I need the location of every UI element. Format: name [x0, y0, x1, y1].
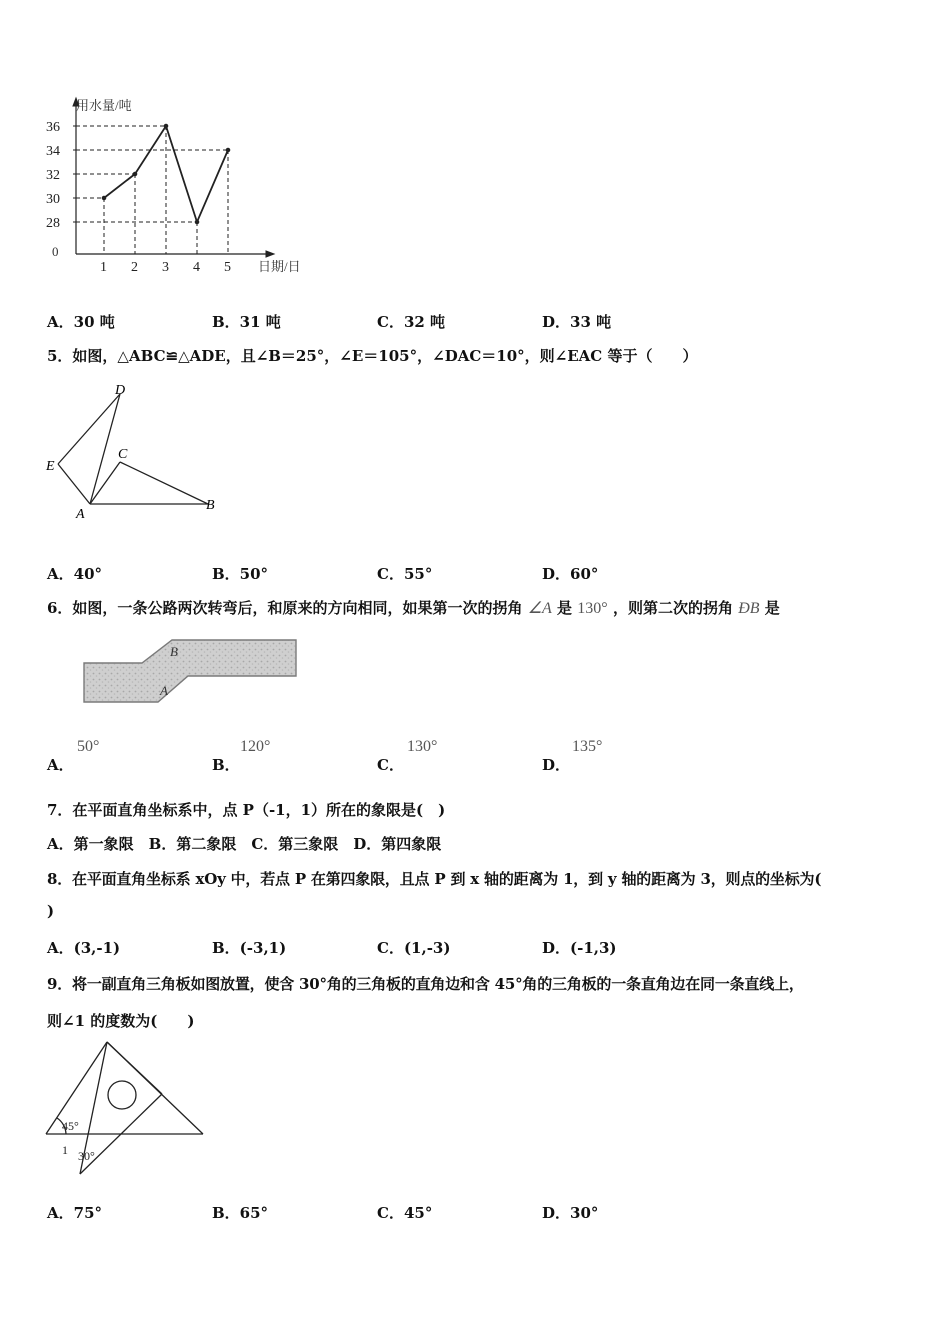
- q6-text-after: ，则第二次的拐角: [612, 599, 733, 617]
- x-tick-label: 2: [131, 260, 138, 275]
- q5-option-a[interactable]: A．40°: [47, 565, 103, 583]
- q9-option-a[interactable]: A．75°: [47, 1204, 103, 1222]
- x-tick-label: 1: [100, 260, 107, 275]
- q6-option-b-value: 120°: [240, 738, 271, 755]
- q7-question-text: 7．在平面直角坐标系中，点 P（-1，1）所在的象限是( ): [47, 801, 446, 819]
- q6-text-end: 是: [764, 599, 780, 617]
- q6-angle-b: ÐB: [738, 600, 760, 617]
- x-tick-label: 4: [193, 260, 200, 275]
- q6-angle-a-value: 130°: [577, 600, 608, 617]
- angle-1-label: 1: [62, 1143, 68, 1157]
- q6-option-c-letter: C．: [377, 756, 404, 774]
- q6-option-d-value: 135°: [572, 738, 603, 755]
- x-axis-label: 日期/日: [258, 259, 301, 274]
- q6-option-b-letter: B．: [212, 756, 240, 774]
- angle-30-label: 30°: [78, 1149, 95, 1163]
- x-axis-arrow: [266, 251, 274, 257]
- angle-45-label: 45°: [62, 1119, 79, 1133]
- label-d: D: [115, 383, 126, 398]
- data-point: [164, 124, 168, 128]
- y-axis-label: 用水量/吨: [76, 98, 132, 113]
- q6-option-c-value: 130°: [407, 738, 438, 755]
- q4-option-b[interactable]: B．31 吨: [212, 313, 281, 331]
- q4-option-d[interactable]: D．33 吨: [542, 313, 612, 331]
- y-tick-label: 34: [46, 144, 60, 159]
- q5-triangle-figure: [40, 378, 240, 528]
- q8-option-a[interactable]: A．(3,-1): [47, 939, 121, 957]
- q6-question-text: [47, 597, 780, 618]
- q8-option-b[interactable]: B．(-3,1): [212, 939, 287, 957]
- q9-option-d[interactable]: D．30°: [542, 1204, 599, 1222]
- q8-option-c[interactable]: C．(1,-3): [377, 939, 451, 957]
- label-a: A: [76, 507, 85, 522]
- road-label-b: B: [170, 644, 178, 659]
- label-e: E: [46, 459, 55, 474]
- q9-set-squares-figure: [40, 1036, 210, 1176]
- origin-label: 0: [52, 244, 59, 259]
- q9-question-line2: 则∠1 的度数为( ): [47, 1012, 195, 1030]
- road-label-a: A: [160, 683, 168, 698]
- q6-option-d-letter: D．: [542, 756, 571, 774]
- water-usage-chart: [40, 92, 330, 282]
- label-b: B: [206, 498, 215, 513]
- q4-option-c[interactable]: C．32 吨: [377, 313, 446, 331]
- q9-question-line1: 9．将一副直角三角板如图放置，使含 30°角的三角板的直角边和含 45°角的三角板的一条直角边在同一条直线上，: [47, 975, 804, 993]
- y-tick-label: 28: [46, 216, 60, 231]
- x-tick-label: 3: [162, 260, 169, 275]
- q8-option-d[interactable]: D．(-1,3): [542, 939, 617, 957]
- data-point: [226, 148, 230, 152]
- q7-options[interactable]: A．第一象限 B．第二象限 C．第三象限 D．第四象限: [47, 835, 442, 853]
- q6-option-b[interactable]: [212, 738, 362, 774]
- q6-road-figure: [80, 636, 300, 706]
- q5-option-d[interactable]: D．60°: [542, 565, 599, 583]
- q6-angle-a: ∠A: [527, 600, 552, 617]
- q8-question-line1: 8．在平面直角坐标系 xOy 中，若点 P 在第四象限，且点 P 到 x 轴的距离为 1，到 y 轴的距离为 3，则点的坐标为(: [47, 870, 822, 888]
- x-tick-label: 5: [224, 260, 231, 275]
- q9-option-c[interactable]: C．45°: [377, 1204, 433, 1222]
- data-point: [195, 220, 199, 224]
- y-tick-label: 32: [46, 168, 60, 183]
- y-tick-label: 30: [46, 192, 60, 207]
- q6-option-d[interactable]: [542, 738, 692, 774]
- q6-option-a-value: 50°: [77, 738, 100, 755]
- label-c: C: [118, 447, 128, 462]
- q6-text-before: 6．如图，一条公路两次转弯后，和原来的方向相同，如果第一次的拐角: [47, 599, 523, 617]
- q6-text-is: 是: [557, 599, 573, 617]
- q8-question-line2: ): [47, 902, 55, 920]
- q4-option-a[interactable]: A．30 吨: [47, 313, 115, 331]
- q6-option-c[interactable]: [377, 738, 527, 774]
- y-tick-label: 36: [46, 120, 60, 135]
- q5-option-c[interactable]: C．55°: [377, 565, 433, 583]
- data-point: [102, 196, 106, 200]
- q6-option-a-letter: A．: [47, 756, 74, 774]
- q5-question-text: 5．如图，△ABC≌△ADE，且∠B＝25°，∠E＝105°，∠DAC＝10°，则∠EAC 等于（ ）: [47, 347, 698, 365]
- q9-option-b[interactable]: B．65°: [212, 1204, 269, 1222]
- q5-option-b[interactable]: B．50°: [212, 565, 269, 583]
- data-point: [133, 172, 137, 176]
- q6-option-a[interactable]: [47, 738, 197, 774]
